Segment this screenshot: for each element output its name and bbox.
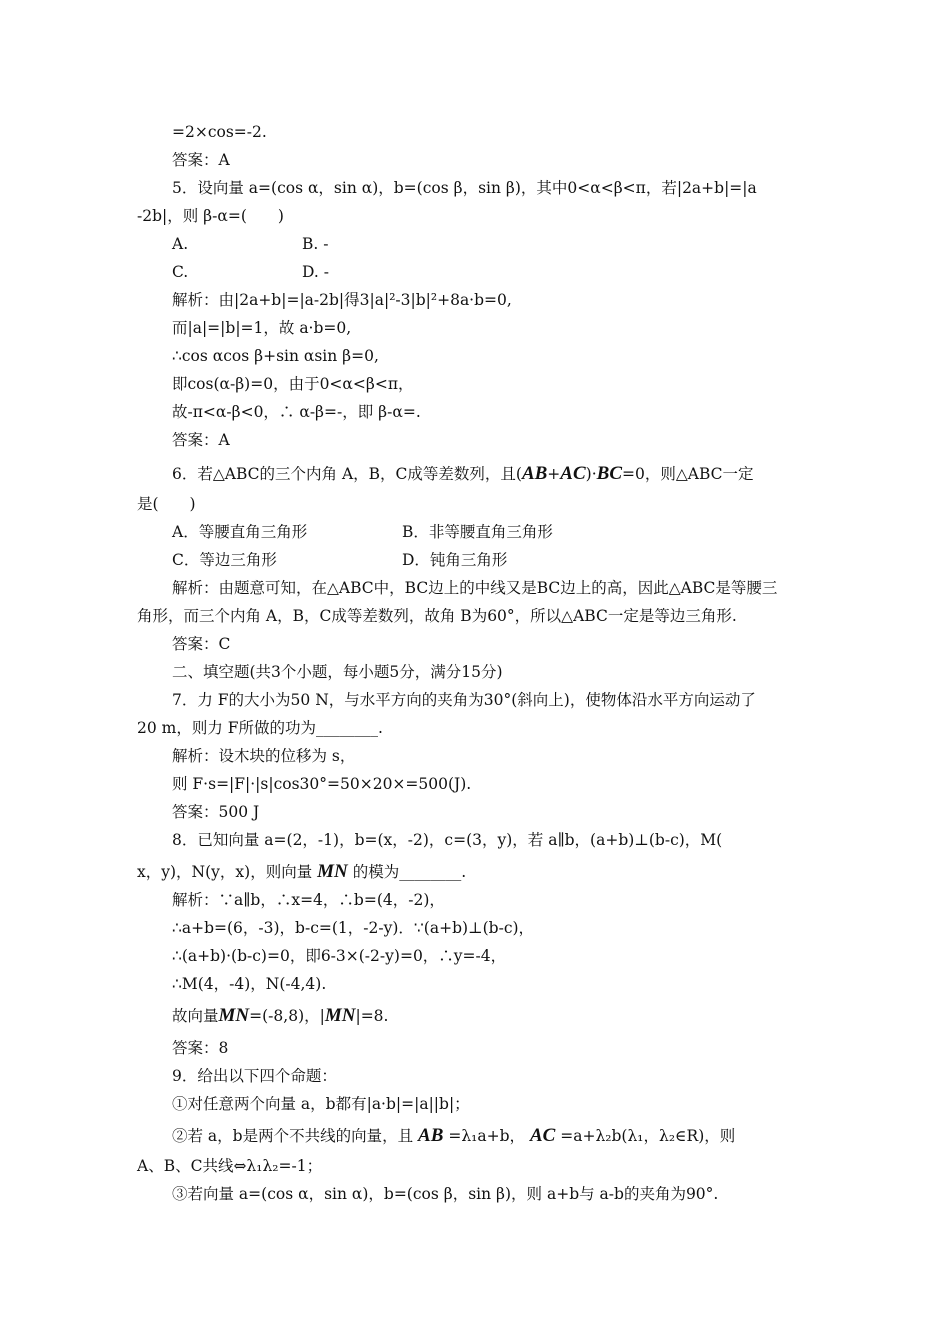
text-segment: 故向量 — [172, 1007, 219, 1025]
question-5: 5．设向量 a=(cos α，sin α)，b=(cos β，sin β)，其中0<α<β<π，若|2a+b|=|a — [172, 179, 757, 197]
analysis-line: 解析：由|2a+b|=|a-2b|得3|a|²-3|b|²+8a·b=0, — [172, 291, 512, 309]
option-d: D．钝角三角形 — [402, 551, 508, 569]
text-segment: ②若 a，b是两个不共线的向量，且 — [172, 1127, 414, 1145]
text-segment: 6．若△ABC的三个内角 A，B，C成等差数列，且( — [172, 465, 522, 483]
question-8: 8．已知向量 a=(2，-1)，b=(x，-2)，c=(3，y)，若 a∥b，(a+b)⊥(b-c)，M( — [172, 831, 723, 849]
proposition-2 — [172, 1126, 735, 1146]
text-segment: =0，则△ABC一定 — [622, 465, 754, 483]
option-c: C．等边三角形 — [172, 551, 277, 569]
text-line: ∴M(4，-4)，N(-4,4). — [172, 975, 327, 993]
text-line: =2×cos=-2. — [172, 123, 267, 141]
vector-ac: AC — [529, 1125, 556, 1146]
text-segment: =(-8,8)，| — [249, 1007, 325, 1025]
text-segment: 的模为________. — [352, 863, 467, 881]
question-9: 9．给出以下四个命题： — [172, 1067, 337, 1085]
text-line: A、B、C共线⇔λ₁λ₂=-1； — [137, 1157, 323, 1175]
question-7: 7．力 F的大小为50 N，与水平方向的夹角为30°(斜向上)，使物体沿水平方向运动了 — [172, 691, 756, 709]
text-segment: =λ₁a+b， — [448, 1127, 526, 1145]
analysis-line: 解析：由题意可知，在△ABC中，BC边上的中线又是BC边上的高，因此△ABC是等腰三 — [172, 579, 778, 597]
text-line — [137, 862, 466, 882]
option-b: B．非等腰直角三角形 — [402, 523, 553, 541]
vector-ab: AB — [418, 1125, 444, 1146]
proposition-1: ①对任意两个向量 a，b都有|a·b|=|a||b|； — [172, 1095, 470, 1113]
option-a: A．等腰直角三角形 — [172, 523, 308, 541]
text-segment: + — [547, 465, 561, 483]
text-line: 即cos(α-β)=0，由于0<α<β<π， — [172, 375, 414, 393]
analysis-line: 解析：设木块的位移为 s， — [172, 747, 356, 765]
text-line: 故-π<α-β<0，∴ α-β=-，即 β-α=. — [172, 403, 421, 421]
text-segment: x，y)，N(y，x)，则向量 — [137, 863, 313, 881]
answer-line: 答案：500 J — [172, 803, 260, 821]
answer-line: 答案：8 — [172, 1039, 229, 1057]
text-line: ∴cos αcos β+sin αsin β=0, — [172, 347, 379, 365]
question-6 — [172, 464, 754, 484]
option-b: B. - — [302, 235, 329, 253]
text-line: 而|a|=|b|=1，故 a·b=0, — [172, 319, 352, 337]
text-line: 是( ) — [137, 495, 196, 513]
answer-line: 答案：C — [172, 635, 231, 653]
vector-mn: MN — [218, 1005, 250, 1026]
text-line: -2b|，则 β-α=( ) — [137, 207, 284, 225]
analysis-line: 解析：∵a∥b，∴x=4，∴b=(4，-2)， — [172, 891, 445, 909]
vector-ab: AB — [521, 463, 548, 484]
option-a: A. — [172, 235, 189, 253]
text-segment: )· — [585, 465, 597, 483]
text-line: ∴(a+b)·(b-c)=0，即6-3×(-2-y)=0，∴y=-4， — [172, 947, 507, 965]
text-line: 角形，而三个内角 A，B，C成等差数列，故角 B为60°，所以△ABC一定是等边三角形. — [137, 607, 737, 625]
text-line: 则 F·s=|F|·|s|cos30°=50×20×=500(J). — [172, 775, 472, 793]
vector-mn: MN — [324, 1005, 356, 1026]
answer-line: 答案：A — [172, 151, 230, 169]
proposition-3: ③若向量 a=(cos α，sin α)，b=(cos β，sin β)，则 a+b与 a-b的夹角为90°. — [172, 1185, 719, 1203]
text-segment: |=8. — [355, 1007, 389, 1025]
text-line — [172, 1006, 388, 1026]
text-line: ∴a+b=(6，-3)，b-c=(1，-2-y)．∵(a+b)⊥(b-c)， — [172, 919, 535, 937]
vector-mn: MN — [317, 861, 348, 882]
answer-line: 答案：A — [172, 431, 230, 449]
vector-bc: BC — [596, 463, 622, 484]
text-line: 20 m，则力 F所做的功为________. — [137, 719, 383, 737]
section-heading: 二、填空题(共3个小题，每小题5分，满分15分) — [172, 663, 503, 681]
text-segment: =a+λ₂b(λ₁，λ₂∈R)，则 — [560, 1127, 736, 1145]
option-d: D. - — [302, 263, 329, 281]
option-c: C. — [172, 263, 189, 281]
vector-ac: AC — [560, 463, 586, 484]
